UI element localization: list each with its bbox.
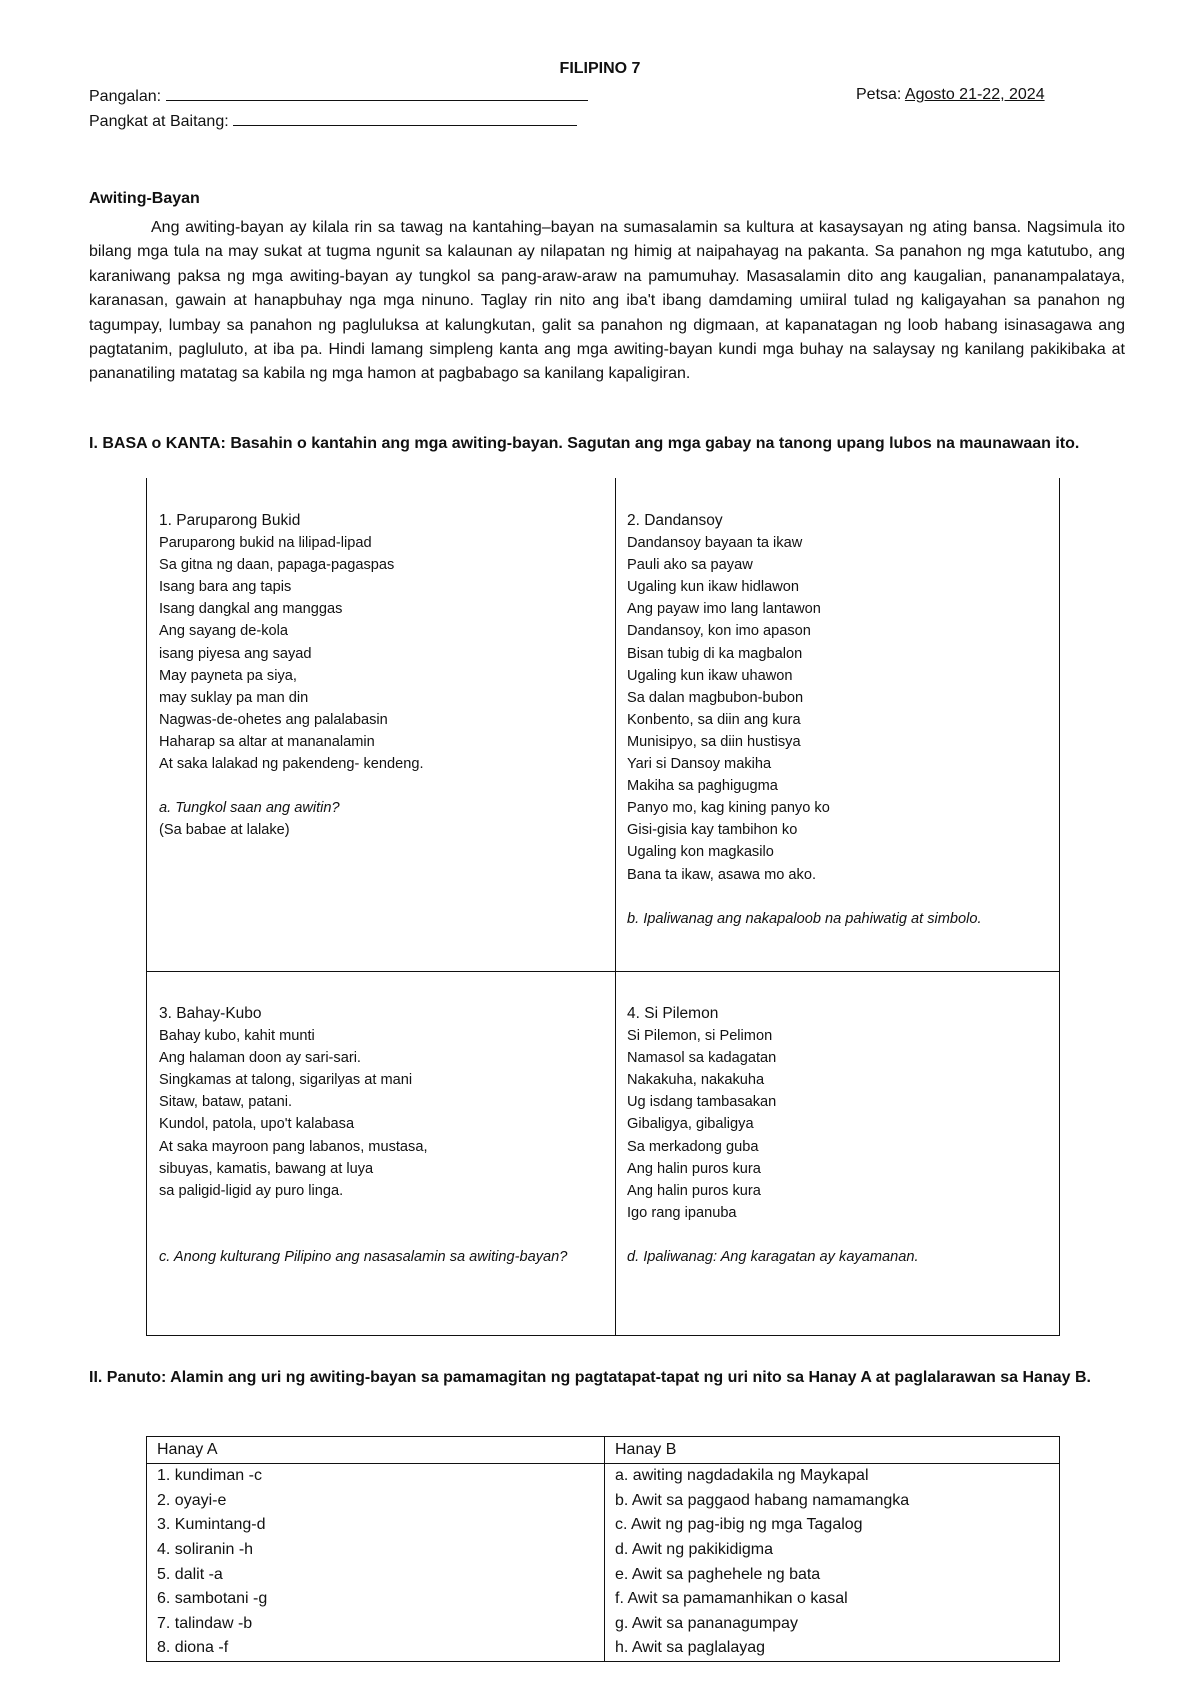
grid-divider-vertical: [615, 478, 616, 1335]
song-line: Isang bara ang tapis: [159, 579, 292, 596]
song-line: Ug isdang tambasakan: [627, 1094, 777, 1111]
hanay-a-cell: 8. diona -f: [147, 1636, 605, 1661]
hanay-b-cell: a. awiting nagdadakila ng Maykapal: [605, 1464, 1060, 1489]
songs-grid: [146, 478, 1060, 1336]
song-line: Panyo mo, kag kining panyo ko: [627, 800, 830, 817]
song-card-1: [159, 510, 424, 841]
column-header-hanay-b: Hanay B: [605, 1437, 1060, 1464]
hanay-b-cell: g. Awit sa pananagumpay: [605, 1612, 1060, 1637]
song-line: Singkamas at talong, sigarilyas at mani: [159, 1072, 413, 1089]
song-line: Dandansoy, kon imo apason: [627, 623, 811, 640]
table-row: [147, 1538, 1060, 1563]
song-line: Ang halaman doon ay sari-sari.: [159, 1050, 361, 1067]
song-line: Kundol, patola, upo't kalabasa: [159, 1116, 355, 1133]
hanay-b-cell: b. Awit sa paggaod habang namamangka: [605, 1489, 1060, 1514]
song-line: Sitaw, bataw, patani.: [159, 1094, 293, 1111]
song-line: Gibaligya, gibaligya: [627, 1116, 754, 1133]
song-line: At saka mayroon pang labanos, mustasa,: [159, 1138, 428, 1155]
song-line: Paruparong bukid na lilipad-lipad: [159, 535, 372, 552]
song-card-2: [627, 510, 982, 930]
hanay-a-cell: 3. Kumintang-d: [147, 1513, 605, 1538]
table-row: [147, 1587, 1060, 1612]
hanay-a-cell: 1. kundiman -c: [147, 1464, 605, 1489]
date-row: [856, 86, 1045, 104]
song-line: Bisan tubig di ka magbalon: [627, 645, 803, 662]
song-line: Pauli ako sa payaw: [627, 557, 753, 574]
song-line: Munisipyo, sa diin hustisya: [627, 733, 801, 750]
song-card-4: [627, 1003, 919, 1268]
song-line: Ugaling kun ikaw uhawon: [627, 667, 793, 684]
date-label: Petsa:: [856, 86, 902, 103]
song-question: b. Ipaliwanag ang nakapaloob na pahiwatig at simbolo.: [627, 910, 982, 927]
song-line: Namasol sa kadagatan: [627, 1050, 777, 1067]
song-line: Yari si Dansoy makiha: [627, 756, 772, 773]
song-line: Ang halin puros kura: [627, 1160, 761, 1177]
song-line: Sa merkadong guba: [627, 1138, 759, 1155]
song-line: Ang payaw imo lang lantawon: [627, 601, 821, 618]
table-row: [147, 1464, 1060, 1489]
song-line: may suklay pa man din: [159, 689, 309, 706]
song-line: Sa gitna ng daan, papaga-pagaspas: [159, 557, 395, 574]
worksheet-title: FILIPINO 7: [559, 60, 641, 77]
part2-instruction: II. Panuto: Alamin ang uri ng awiting-bayan sa pamamagitan ng pagtatapat-tapat ng uri nito sa Hanay A at paglalarawan sa Hanay B.: [89, 1369, 1091, 1386]
song-question: d. Ipaliwanag: Ang karagatan ay kayamanan.: [627, 1248, 919, 1265]
song-line: Dandansoy bayaan ta ikaw: [627, 535, 803, 552]
date-value: Agosto 21-22, 2024: [904, 86, 1045, 103]
table-row: [147, 1636, 1060, 1661]
hanay-b-cell: e. Awit sa paghehele ng bata: [605, 1562, 1060, 1587]
hanay-a-cell: 2. oyayi-e: [147, 1489, 605, 1514]
song-line: Igo rang ipanuba: [627, 1204, 737, 1221]
song-line: Nagwas-de-ohetes ang palalabasin: [159, 711, 388, 728]
hanay-a-cell: 4. soliranin -h: [147, 1538, 605, 1563]
song-title: 1. Paruparong Bukid: [159, 512, 301, 529]
hanay-b-cell: d. Awit ng pakikidigma: [605, 1538, 1060, 1563]
song-line: Isang dangkal ang manggas: [159, 601, 343, 618]
hanay-a-cell: 7. talindaw -b: [147, 1612, 605, 1637]
song-line: isang piyesa ang sayad: [159, 645, 312, 662]
name-row: [89, 86, 588, 106]
song-line: sa paligid-ligid ay puro linga.: [159, 1182, 344, 1199]
section-label: Pangkat at Baitang:: [89, 113, 229, 130]
song-line: Si Pilemon, si Pelimon: [627, 1028, 773, 1045]
name-blank[interactable]: [166, 86, 588, 101]
song-line: Nakakuha, nakakuha: [627, 1072, 765, 1089]
table-row: [147, 1562, 1060, 1587]
grid-divider-horizontal: [147, 971, 1059, 972]
song-line: sibuyas, kamatis, bawang at luya: [159, 1160, 374, 1177]
song-line: Ugaling kon magkasilo: [627, 844, 774, 861]
table-row: [147, 1513, 1060, 1538]
song-title: 4. Si Pilemon: [627, 1005, 719, 1022]
song-question: a. Tungkol saan ang awitin?: [159, 800, 340, 817]
song-title: 3. Bahay-Kubo: [159, 1005, 262, 1022]
column-header-hanay-a: Hanay A: [147, 1437, 605, 1464]
section-blank[interactable]: [233, 111, 577, 126]
song-line: Ang sayang de-kola: [159, 623, 288, 640]
hanay-b-cell: f. Awit sa pamamanhikan o kasal: [605, 1587, 1060, 1612]
song-line: Ugaling kun ikaw hidlawon: [627, 579, 799, 596]
song-line: Haharap sa altar at mananalamin: [159, 733, 375, 750]
song-line: Konbento, sa diin ang kura: [627, 711, 801, 728]
intro-paragraph: Ang awiting-bayan ay kilala rin sa tawag na kantahing–bayan na sumasalamin sa kultura at kasaysayan ng ating bansa. Nagsimula ito bilang mga tula na may sukat at tugma ngunit sa kalaunan ay nilapatan ng himig at naipahayag na pakanta. Sa panahon ng mga katutubo, ang karaniwang paksa ng mga awiting-bayan ay tungkol sa pang-araw-araw na pamumuhay. Masasalamin dito ang kaugalian, pananampalataya, karanasan, gawain at hanapbuhay nga mga ninuno. Taglay rin nito ang iba't ibang damdaming umiiral tulad ng kaligayahan sa panahon ng tagumpay, lumbay sa panahon ng pagluluksa at kalungkutan, galit sa panahon ng digmaan, at kapanatagan ng loob habang isinasagawa ang pagtatanim, pagluluto, at iba pa. Hindi lamang simpleng kanta ang mga awiting-bayan kundi mga buhay na salaysay ng kanilang pakikibaka at pananatiling matatag sa kabila ng mga hamon at pagbabago sa kanilang kapaligiran.: [89, 219, 1125, 383]
name-label: Pangalan:: [89, 88, 162, 105]
matching-table: [146, 1436, 1060, 1662]
song-title: 2. Dandansoy: [627, 512, 723, 529]
song-card-3: [159, 1003, 579, 1268]
section-row: [89, 111, 577, 131]
table-row: [147, 1489, 1060, 1514]
song-line: Bahay kubo, kahit munti: [159, 1028, 315, 1045]
intro-heading: Awiting-Bayan: [89, 190, 200, 207]
hanay-b-cell: h. Awit sa paglalayag: [605, 1636, 1060, 1661]
song-line: Bana ta ikaw, asawa mo ako.: [627, 866, 817, 883]
hanay-a-cell: 5. dalit -a: [147, 1562, 605, 1587]
hanay-a-cell: 6. sambotani -g: [147, 1587, 605, 1612]
table-header-row: [147, 1437, 1060, 1464]
song-line: Makiha sa paghigugma: [627, 778, 778, 795]
song-line: At saka lalakad ng pakendeng- kendeng.: [159, 756, 424, 773]
part1-instruction: I. BASA o KANTA: Basahin o kantahin ang mga awiting-bayan. Sagutan ang mga gabay na tanong upang lubos na maunawaan ito.: [89, 435, 1080, 452]
song-answer: (Sa babae at lalake): [159, 822, 290, 839]
song-line: May payneta pa siya,: [159, 667, 297, 684]
song-line: Gisi-gisia kay tambihon ko: [627, 822, 798, 839]
song-question: c. Anong kulturang Pilipino ang nasasalamin sa awiting-bayan?: [159, 1248, 568, 1265]
song-line: Ang halin puros kura: [627, 1182, 761, 1199]
song-line: Sa dalan magbubon-bubon: [627, 689, 804, 706]
hanay-b-cell: c. Awit ng pag-ibig ng mga Tagalog: [605, 1513, 1060, 1538]
table-row: [147, 1612, 1060, 1637]
